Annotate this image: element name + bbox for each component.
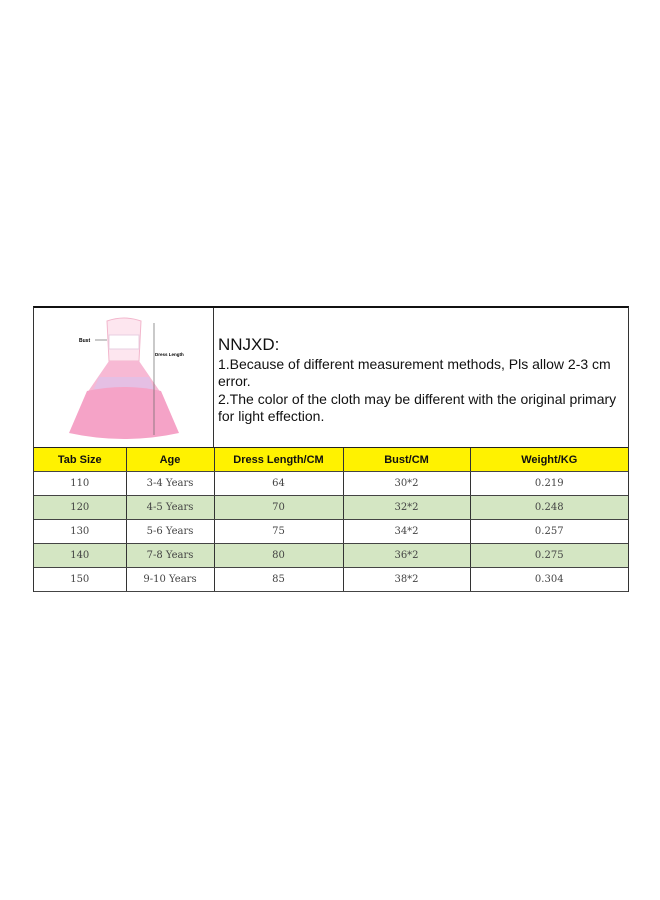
chart-top xyxy=(34,308,628,448)
column-header: Dress Length/CM xyxy=(214,448,343,472)
table-cell: 7-8 Years xyxy=(126,544,214,568)
table-cell: 0.248 xyxy=(470,496,628,520)
table-row xyxy=(34,472,628,496)
table-cell: 0.257 xyxy=(470,520,628,544)
table-cell: 0.275 xyxy=(470,544,628,568)
table-cell: 64 xyxy=(214,472,343,496)
table-cell: 30*2 xyxy=(343,472,470,496)
table-row xyxy=(34,520,628,544)
table-cell: 140 xyxy=(34,544,126,568)
dress-length-label: Dress Length xyxy=(154,351,184,357)
table-cell: 4-5 Years xyxy=(126,496,214,520)
brand-name: NNJXD: xyxy=(218,335,280,354)
dress-illustration xyxy=(49,313,199,443)
note-2: 2.The color of the cloth may be different with the original primary for light effection. xyxy=(218,390,617,424)
table-cell: 5-6 Years xyxy=(126,520,214,544)
notes xyxy=(214,308,628,447)
table-cell: 36*2 xyxy=(343,544,470,568)
table-cell: 150 xyxy=(34,568,126,592)
column-header: Weight/KG xyxy=(470,448,628,472)
table-cell: 34*2 xyxy=(343,520,470,544)
column-header: Bust/CM xyxy=(343,448,470,472)
table-cell: 75 xyxy=(214,520,343,544)
table-row xyxy=(34,568,628,592)
table-row xyxy=(34,496,628,520)
column-header: Tab Size xyxy=(34,448,126,472)
table-cell: 9-10 Years xyxy=(126,568,214,592)
column-header: Age xyxy=(126,448,214,472)
table-cell: 38*2 xyxy=(343,568,470,592)
header-row xyxy=(34,448,628,472)
size-table xyxy=(34,448,628,592)
table-cell: 120 xyxy=(34,496,126,520)
dress-image xyxy=(34,308,214,447)
table-cell: 85 xyxy=(214,568,343,592)
table-cell: 70 xyxy=(214,496,343,520)
table-cell: 110 xyxy=(34,472,126,496)
table-cell: 32*2 xyxy=(343,496,470,520)
bust-label: Bust xyxy=(78,337,90,344)
size-chart xyxy=(33,306,629,592)
table-cell: 3-4 Years xyxy=(126,472,214,496)
table-row xyxy=(34,544,628,568)
table-cell: 0.219 xyxy=(470,472,628,496)
note-1: 1.Because of different measurement methods, Pls allow 2-3 cm error. xyxy=(218,355,611,389)
table-cell: 0.304 xyxy=(470,568,628,592)
table-cell: 80 xyxy=(214,544,343,568)
table-cell: 130 xyxy=(34,520,126,544)
